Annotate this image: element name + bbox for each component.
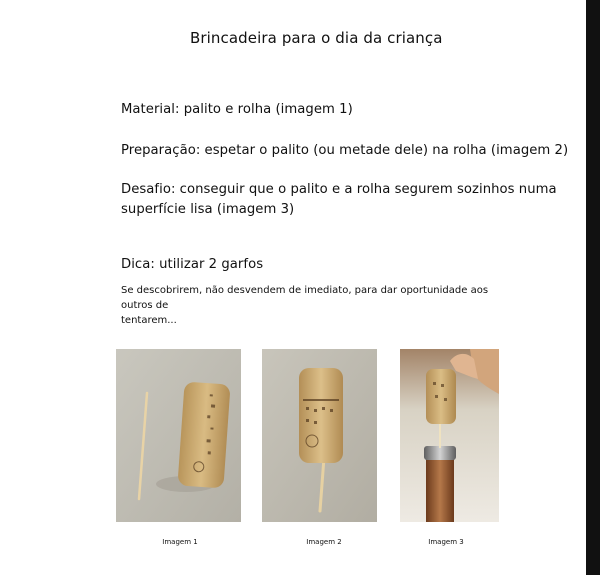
tip-line: Dica: utilizar 2 garfos <box>121 257 264 272</box>
image-1-caption: Imagem 1 <box>162 538 198 546</box>
image-1-photo <box>116 349 241 522</box>
preparation-line: Preparação: espetar o palito (ou metade dele) na rolha (imagem 2) <box>121 143 569 158</box>
page-title: Brincadeira para o dia da criança <box>190 29 443 47</box>
note-paragraph <box>121 283 521 328</box>
image-3-caption: Imagem 3 <box>428 538 464 546</box>
image-2-caption: Imagem 2 <box>306 538 342 546</box>
image-3-photo <box>400 349 499 522</box>
image-2-photo <box>262 349 377 522</box>
note-line-1: Se descobrirem, não desvendem de imediato, para dar oportunidade aos outros de <box>121 285 489 311</box>
challenge-line-1: Desafio: conseguir que o palito e a rolha segurem sozinhos numa <box>121 182 557 197</box>
material-line: Material: palito e rolha (imagem 1) <box>121 102 353 117</box>
page-edge <box>586 0 600 575</box>
note-line-2: tentarem... <box>121 315 177 326</box>
challenge-line-2: superfície lisa (imagem 3) <box>121 202 295 217</box>
